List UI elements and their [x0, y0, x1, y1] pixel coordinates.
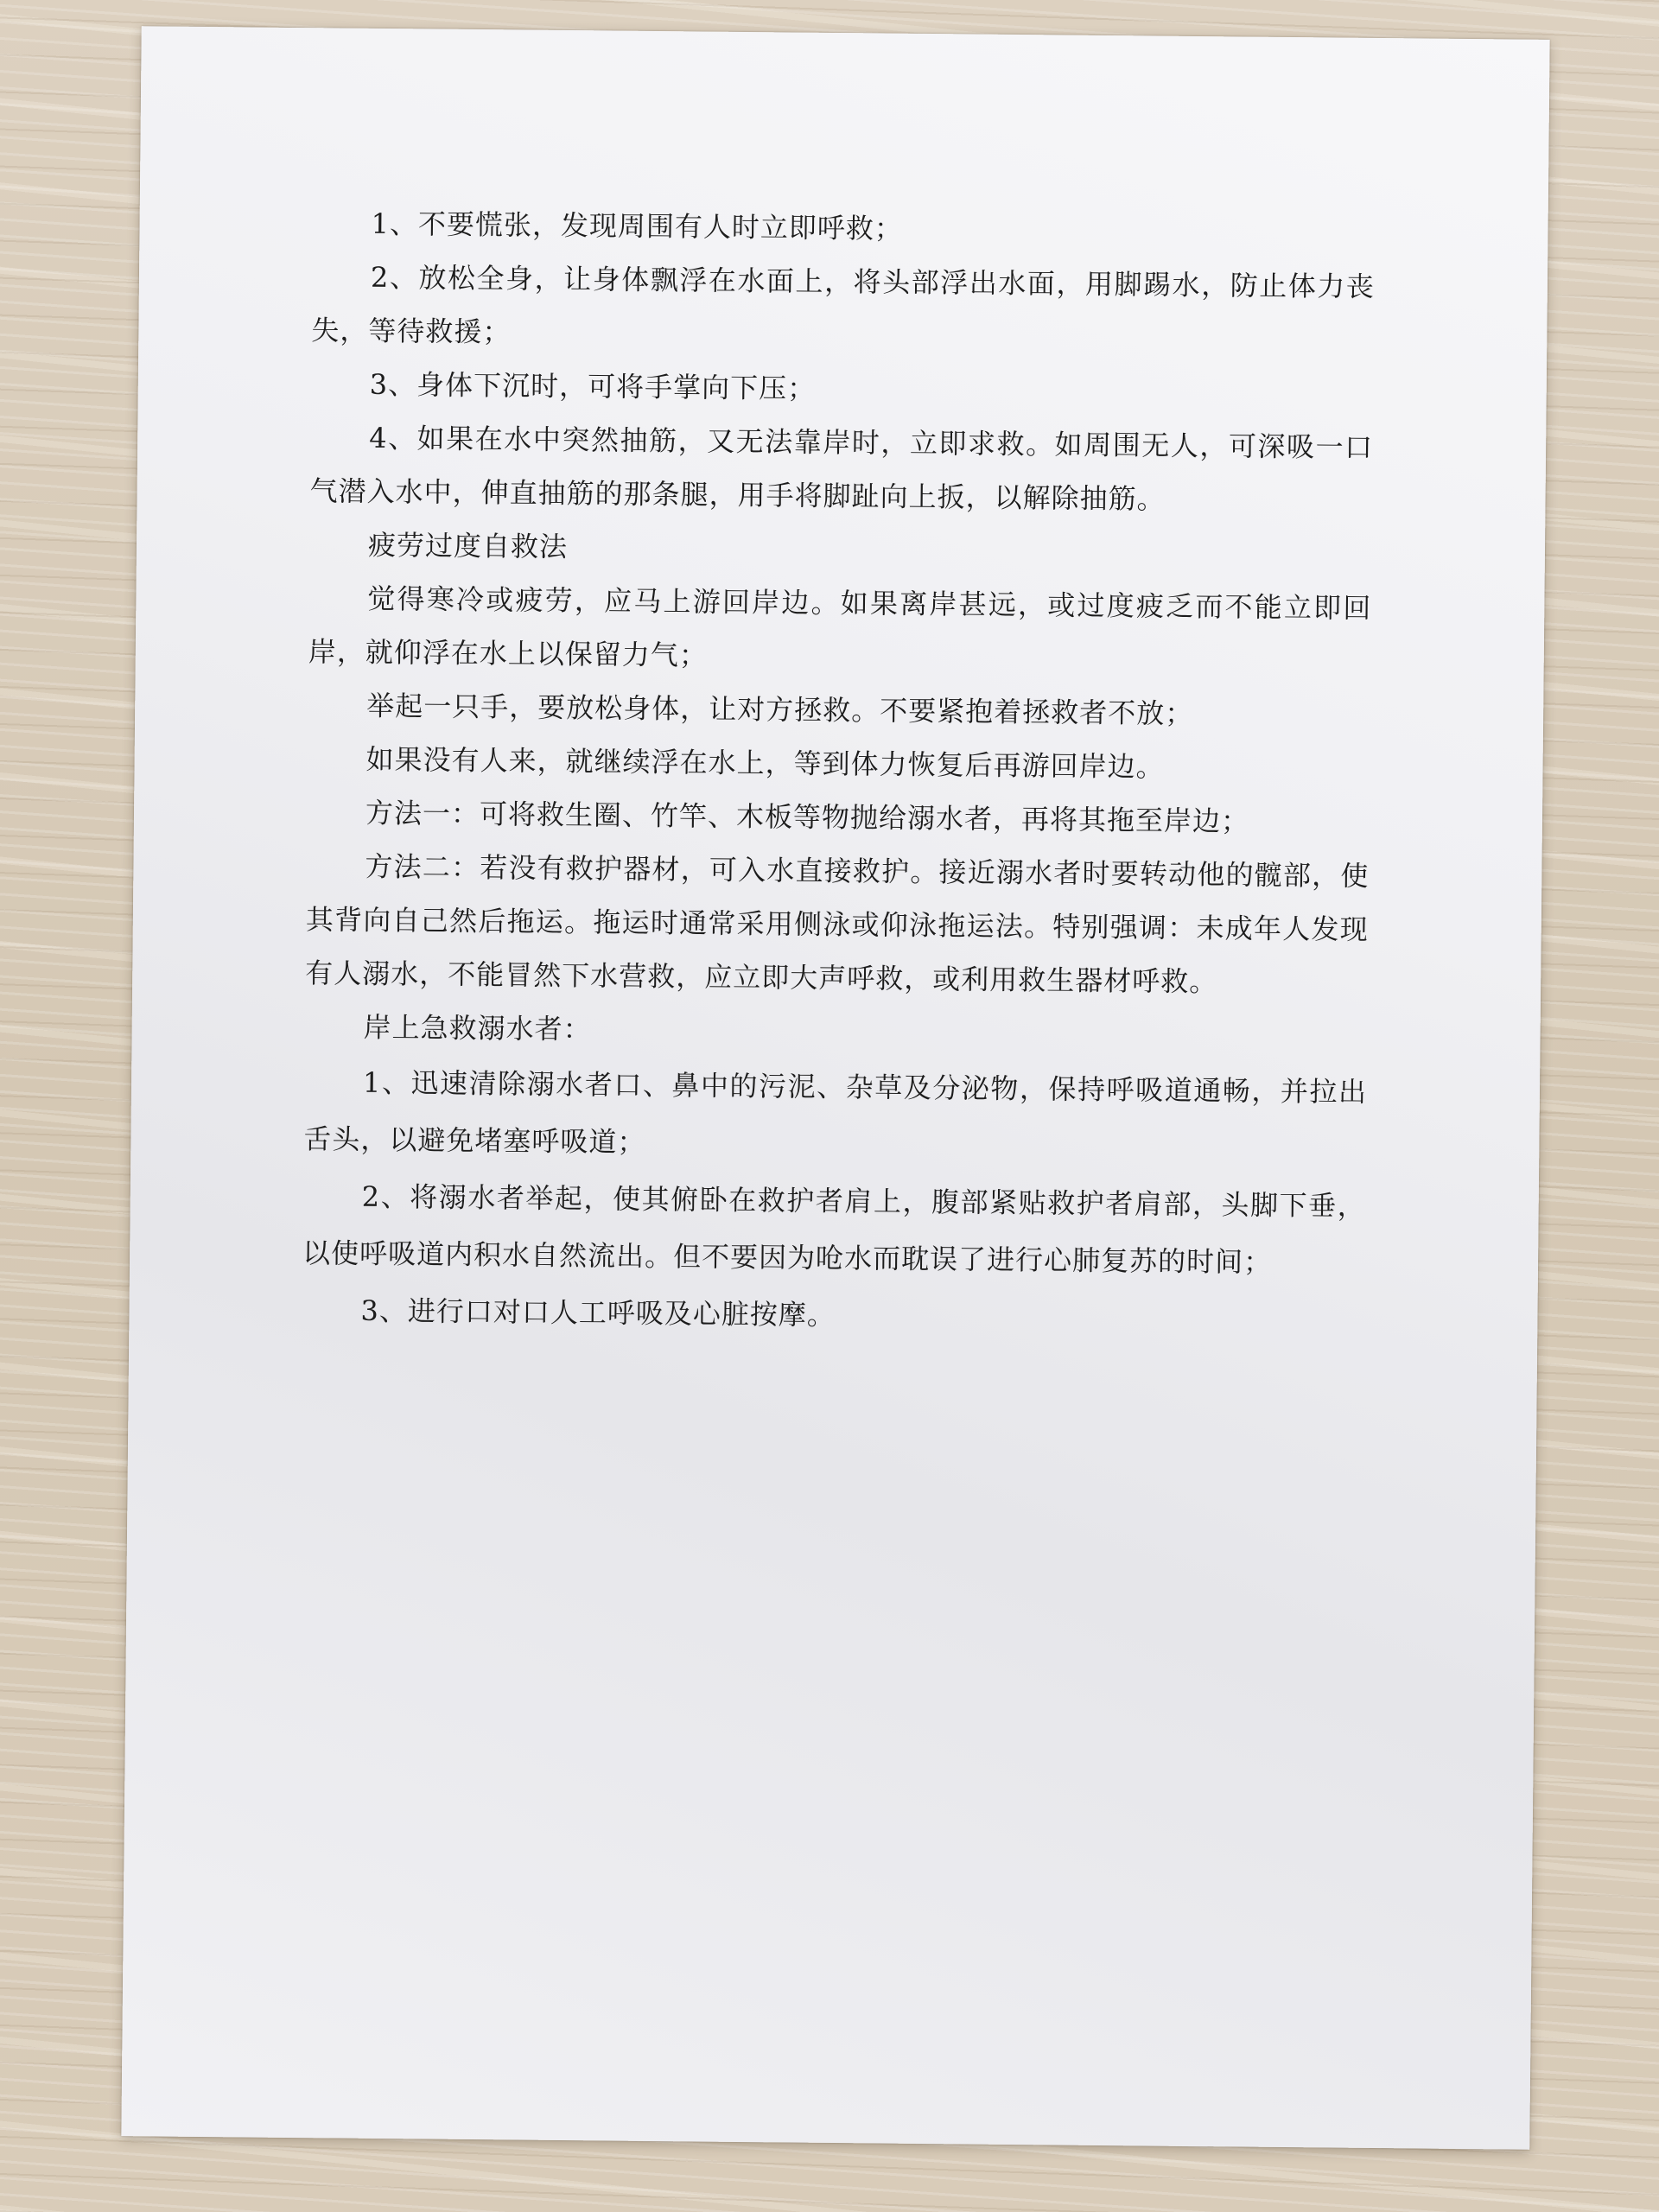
paragraph-1: 1、不要慌张，发现周围有人时立即呼救；: [371, 207, 904, 245]
document-body: [302, 196, 1376, 1349]
paragraph-7: 举起一只手，要放松身体，让对方拯救。不要紧抱着拯救者不放；: [366, 689, 1194, 730]
section-heading-shore-first-aid: 岸上急救溺水者：: [363, 1010, 592, 1046]
paragraph-method-1: 方法一：可将救生圈、竹竿、木板等物抛给溺水者，再将其拖至岸边；: [365, 796, 1250, 838]
paper-sheet: [121, 26, 1549, 2150]
paragraph-12: 1、迅速清除溺水者口、鼻中的污泥、杂草及分泌物，保持呼吸道通畅，并拉出舌头，以避免堵塞呼吸道；: [303, 1065, 1368, 1159]
section-heading-fatigue-self-rescue: 疲劳过度自救法: [367, 528, 569, 563]
paragraph-4: 4、如果在水中突然抽筋，又无法靠岸时，立即求救。如周围无人，可深吸一口气潜入水中，伸直抽筋的那条腿，用手将脚趾向上扳，以解除抽筋。: [309, 421, 1374, 516]
paragraph-8: 如果没有人来，就继续浮在水上，等到体力恢复后再游回岸边。: [365, 742, 1165, 784]
paragraph-method-2: 方法二：若没有救护器材，可入水直接救护。接近溺水者时要转动他的髋部，使其背向自己然后拖运。拖运时通常采用侧泳或仰泳拖运法。特别强调：未成年人发现有人溺水，不能冒然下水营救，应立即大声呼救，或利用救生器材呼救。: [305, 849, 1370, 999]
paragraph-6: 觉得寒冷或疲劳，应马上游回岸边。如果离岸甚远，或过度疲乏而不能立即回岸，就仰浮在水上以保留力气；: [308, 582, 1372, 672]
paragraph-3: 3、身体下沉时，可将手掌向下压；: [369, 367, 817, 405]
paragraph-14: 3、进行口对口人工呼吸及心脏按摩。: [360, 1294, 836, 1332]
paragraph-2: 2、放松全身，让身体飘浮在水面上，将头部浮出水面，用脚踢水，防止体力丧失，等待救援；: [311, 260, 1376, 349]
paragraph-13: 2、将溺水者举起，使其俯卧在救护者肩上，腹部紧贴救护者肩部，头脚下垂，以使呼吸道内积水自然流出。但不要因为呛水而耽误了进行心肺复苏的时间；: [302, 1179, 1366, 1279]
